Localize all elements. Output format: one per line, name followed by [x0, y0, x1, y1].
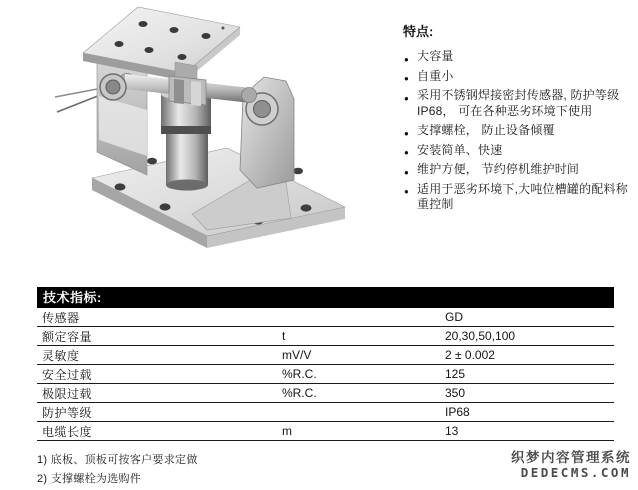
feature-text: 安装简单、快速 [417, 142, 503, 157]
spec-unit: t [282, 329, 286, 343]
spec-value: 20,30,50,100 [445, 329, 516, 343]
footnote-2: 2) 支撑螺栓为选购件 [37, 472, 142, 485]
bullet-icon: ● [404, 128, 410, 138]
spec-unit: mV/V [282, 348, 312, 362]
spec-value: 2 ± 0.002 [445, 348, 495, 362]
feature-item [403, 69, 634, 85]
bullet-icon: ● [404, 93, 410, 103]
spec-row-safe-overload [37, 365, 614, 384]
spec-unit: %R.C. [282, 367, 317, 381]
spec-row-sensitivity [37, 346, 614, 365]
specs-table [37, 287, 614, 441]
feature-text: 采用不锈钢焊接密封传感器, 防护等级 IP68， 可在各种恶劣环境下使用 [417, 88, 620, 118]
spec-row-sensor [37, 308, 614, 327]
bullet-icon: ● [404, 74, 410, 83]
specs-title-bar [37, 287, 614, 308]
feature-item [403, 162, 634, 178]
feature-text: 维护方便， 节约停机维护时间 [417, 162, 580, 176]
bullet-icon: ● [404, 167, 410, 177]
bullet-icon: ● [404, 187, 410, 196]
features-panel [403, 21, 634, 217]
spec-unit: m [282, 424, 292, 438]
watermark [511, 450, 631, 480]
spec-label: 额定容量 [42, 329, 93, 344]
feature-item [403, 49, 634, 65]
spec-value: 125 [445, 367, 466, 381]
spec-value: IP68 [445, 405, 470, 419]
pivot-bolt [100, 74, 126, 100]
spec-row-cable-length [37, 422, 614, 441]
footnotes [37, 451, 198, 488]
spec-row-capacity [37, 327, 614, 346]
feature-text: 支撑螺栓， 防止设备倾覆 [417, 123, 555, 137]
feature-text: 适用于恶劣环境下,大吨位槽罐的配料称重控制 [417, 181, 628, 211]
spec-unit: %R.C. [282, 386, 317, 400]
spec-label: 防护等级 [42, 405, 93, 420]
specs-title: 技术指标: [43, 290, 102, 305]
spec-label: 电缆长度 [42, 424, 93, 439]
spec-row-protection [37, 403, 614, 422]
watermark-cn-text: 织梦内容管理系统 [511, 450, 631, 465]
spec-value: GD [445, 310, 463, 324]
spec-label: 灵敏度 [42, 348, 80, 363]
load-cell-illustration [55, 0, 367, 252]
feature-item [403, 88, 634, 119]
watermark-url-text: DEDECMS.COM [520, 465, 631, 480]
spec-value: 13 [445, 424, 459, 438]
spec-label: 极限过载 [42, 386, 93, 401]
bullet-icon: ● [404, 54, 410, 64]
feature-text: 大容量 [417, 49, 454, 63]
feature-item [403, 182, 634, 213]
features-title: 特点: [403, 24, 434, 39]
footnote-1: 1) 底板、顶板可按客户要求定做 [37, 454, 198, 466]
spec-value: 350 [445, 386, 466, 400]
spec-label: 安全过载 [42, 367, 93, 382]
feature-item [403, 143, 634, 159]
features-list [403, 49, 634, 213]
bullet-icon: ● [404, 148, 410, 157]
spec-row-ultimate-overload [37, 384, 614, 403]
spec-label: 传感器 [42, 310, 80, 325]
feature-text: 自重小 [417, 68, 454, 83]
product-photo [55, 0, 367, 252]
feature-item [403, 123, 634, 139]
